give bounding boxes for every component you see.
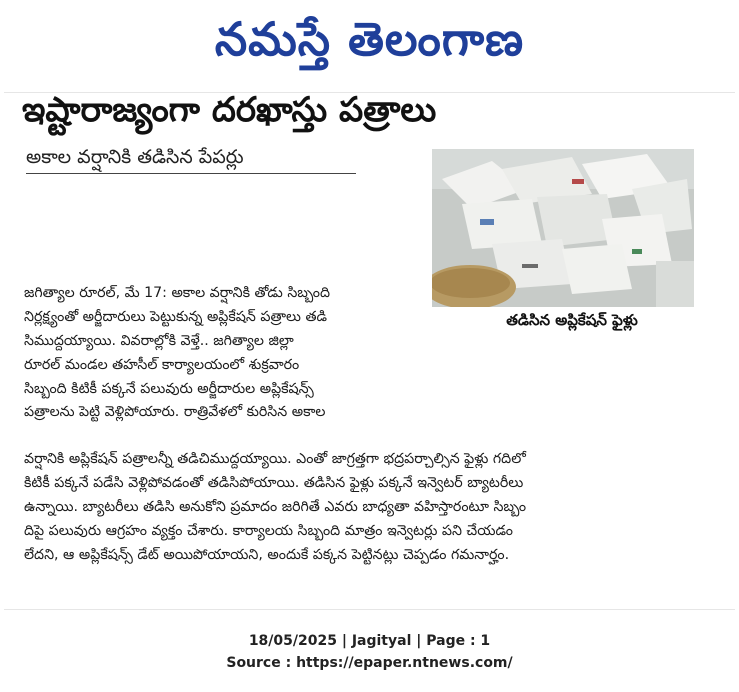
article-line: వర్షానికి అప్లికేషన్ పత్రాలన్నీ తడిచిముద్దయ్యాయి. ఎంతో జాగ్రత్తగా భద్రపర్చాల్సిన ఫైళ్లు గదిలో [24,451,526,467]
article-line: సిబ్బంది కిటికీ పక్కనే పలువురు అర్జీదారుల అప్లికేషన్స్ [24,381,314,397]
footer-source-link[interactable]: Source : https://epaper.ntnews.com/ [226,655,513,671]
article-line: పత్రాలను పెట్టి వెళ్లిపోయారు. రాత్రివేళలో కురిసిన అకాల [24,404,326,420]
article-line: నిర్లక్ష్యంతో అర్జీదారులు పెట్టుకున్న అప్లికేషన్ పత్రాలు తడి [24,309,327,325]
wet-papers-photo [432,149,694,307]
article-line: లేదని, ఆ అప్లికేషన్స్ డేట్ అయిపోయాయని, అందుకే పక్కన పెట్టినట్లు చెప్పడం గమనార్హం. [24,547,510,563]
article-line: కిటికీ పక్కనే పడేసి వెళ్లిపోవడంతో తడిసిపోయాయి. తడిసిన ఫైళ్లు పక్కనే ఇన్వెటర్ బ్యాటరీలు [24,475,524,491]
article-line: ఉన్నాయి. బ్యాటరీలు తడిసి అనుకోని ప్రమాదం జరిగితే ఎవరు బాధ్యతా వహిస్తారంటూ సిబ్బం [24,499,527,515]
subheadline-underline [26,173,356,174]
article-headline: ఇష్టారాజ్యంగా దరఖాస్తు పత్రాలు [22,90,437,130]
article-line: జగిత్యాల రూరల్, మే 17: అకాల వర్షానికి తోడు సిబ్బంది [24,285,331,301]
footer-dateline: 18/05/2025 | Jagityal | Page : 1 [248,633,491,649]
masthead-logo: నమస్తే తెలంగాణ [214,12,525,66]
article-subheadline: అకాల వర్షానికి తడిసిన పేపర్లు [26,146,244,168]
photo-caption: తడిసిన అప్లికేషన్ ఫైళ్లు [506,311,638,329]
article-line: సిముద్దయ్యాయి. వివరాల్లోకి వెళ్తే.. జగిత్యాల జిల్లా [24,333,294,349]
article-line: దిపై పలువురు ఆగ్రహం వ్యక్తం చేశారు. కార్యాలయ సిబ్బంది మాత్రం ఇన్వెటర్లు పని చేయడం [24,523,513,539]
article-line: రూరల్ మండల తహసీల్ కార్యాలయంలో శుక్రవారం [24,357,300,373]
